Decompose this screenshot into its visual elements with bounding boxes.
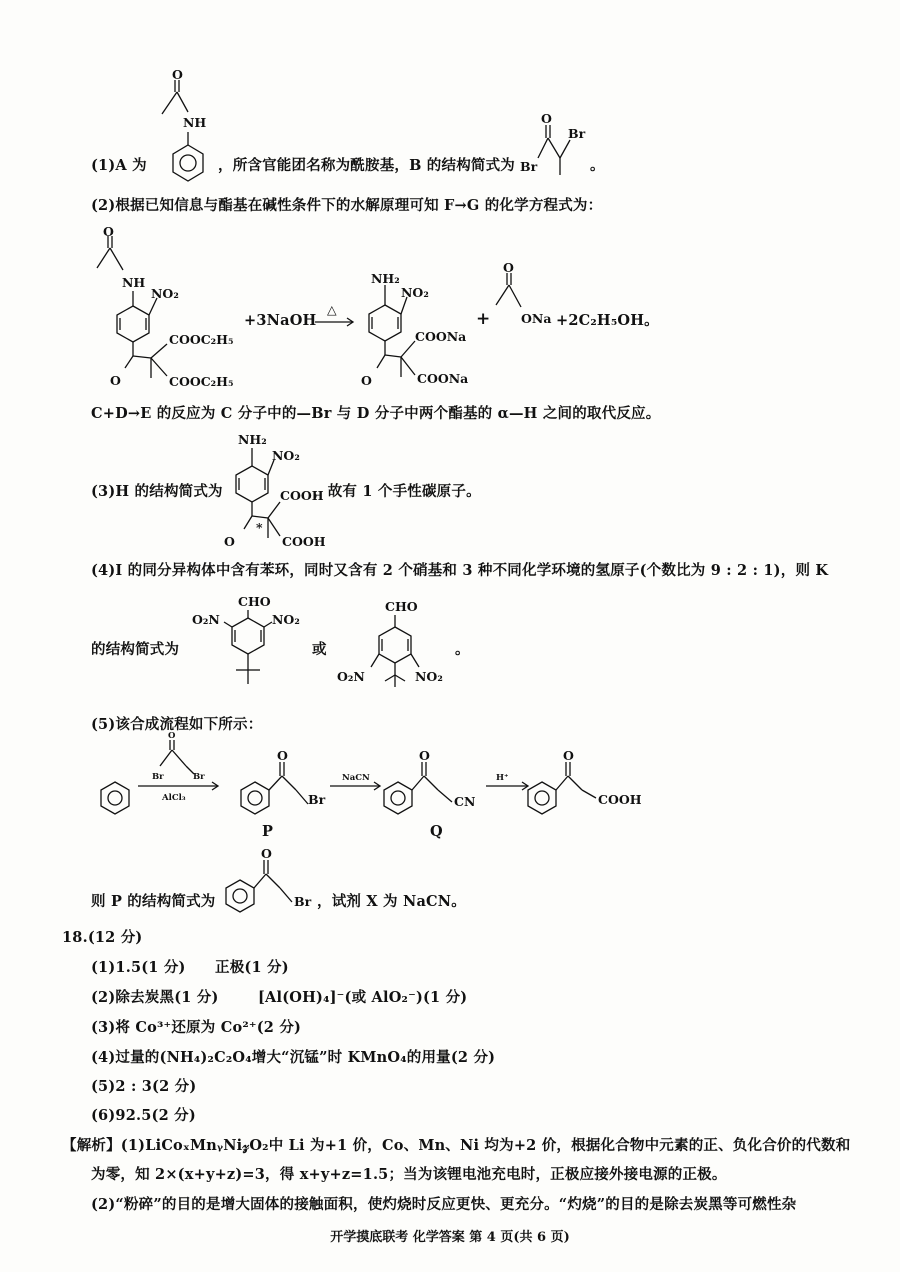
q18-analysis-line-3: (2)“粉碎”的目的是增大固体的接触面积，使灼烧时反应更快、更充分。“灼烧”的目的是除去炭黑等可燃性杂: [91, 1196, 797, 1213]
structure-g: [355, 245, 480, 390]
chiral-star: *: [256, 520, 263, 535]
q17-3-prefix: (3)H 的结构简式为: [91, 483, 223, 500]
atom-label: COOH: [280, 488, 324, 503]
reagent-alcl3: AlCl₃: [162, 793, 186, 803]
atom-label: ONa: [521, 311, 552, 326]
q17-3-suffix: ，故有 1 个手性碳原子。: [313, 483, 481, 500]
eq-tail: +2C₂H₅OH。: [556, 312, 659, 329]
structure-b-dibromoketone: [512, 110, 602, 180]
structure-sodium-acetate: [493, 260, 553, 330]
reagent-h-plus: H⁺: [496, 773, 509, 783]
structure-k-2: [335, 595, 460, 695]
atom-label: NO₂: [151, 286, 179, 301]
q17-5-text: (5)该合成流程如下所示：: [91, 716, 263, 733]
atom-label: O: [261, 846, 272, 861]
atom-label: Br: [152, 772, 164, 782]
atom-label: NH: [122, 275, 146, 290]
q17-1-prefix: (1)A 为: [91, 157, 147, 174]
q18-header: 18.(12 分): [62, 929, 143, 946]
q17-4-text: (4)I 的同分异构体中含有苯环，同时又含有 2 个硝基和 3 种不同化学环境的氢原子(个数比为 9 : 2 : 1)，则 K: [91, 562, 829, 579]
atom-label: O: [541, 111, 552, 126]
q17-4-or: 或: [312, 641, 327, 658]
atom-label: O: [110, 373, 121, 388]
q17-5-prefix: 则 P 的结构简式为: [91, 893, 216, 910]
atom-label: COONa: [417, 371, 469, 386]
atom-label: NO₂: [272, 448, 300, 463]
page-footer: 开学摸底联考 化学答案 第 4 页(共 6 页): [330, 1230, 570, 1245]
atom-label: Br: [193, 772, 205, 782]
q18-analysis-line-2: 为零，知 2×(x+y+z)=3，得 x+y+z=1.5；当为该锂电池充电时，正极应接外接电源的正极。: [91, 1166, 727, 1183]
atom-o: O: [172, 67, 183, 82]
atom-label: Br: [568, 126, 586, 141]
atom-label: O: [361, 373, 372, 388]
atom-label: Br: [520, 159, 538, 174]
atom-label: O: [103, 224, 114, 239]
flow-label-q: Q: [430, 823, 443, 840]
atom-label: CHO: [385, 599, 418, 614]
atom-label: NO₂: [272, 612, 300, 627]
q17-1-mid: ，所含官能团名称为酰胺基，B 的结构简式为: [218, 157, 516, 174]
atom-label: COOH: [598, 792, 642, 807]
atom-label: NO₂: [401, 285, 429, 300]
atom-label: CHO: [238, 594, 271, 609]
atom-label: NH₂: [238, 432, 267, 447]
q17-1-end: 。: [590, 157, 605, 174]
q18-answer-5: (5)2 : 3(2 分): [91, 1078, 197, 1095]
structure-f: [95, 224, 260, 389]
q18-answer-2a: (2)除去炭黑(1 分): [91, 989, 219, 1006]
structure-k-1: [190, 590, 310, 700]
synthesis-flow: [90, 731, 690, 838]
atom-label: NH₂: [371, 271, 400, 286]
q17-5-suffix: ，试剂 X 为 NaCN。: [317, 893, 466, 910]
eq-plus: +: [476, 309, 491, 329]
atom-label: O: [224, 534, 235, 549]
q18-analysis-line-1: 【解析】(1)LiCoₓMnᵧNi𝓏O₂中 Li 为+1 价，Co、Mn、Ni 均为+2 价，根据化合物中元素的正、负化合价的代数和: [62, 1137, 851, 1154]
eq-naoh: +3NaOH: [244, 312, 317, 329]
atom-label: COOC₂H₅: [169, 374, 234, 389]
atom-label: COONa: [415, 329, 467, 344]
q18-answer-2b: [Al(OH)₄]⁻(或 AlO₂⁻)(1 分): [258, 989, 468, 1006]
atom-label: O₂N: [337, 669, 365, 684]
q17-cde-text: C+D→E 的反应为 C 分子中的—Br 与 D 分子中两个酯基的 α—H 之间的取代反应。: [91, 405, 661, 422]
atom-label: COOC₂H₅: [169, 332, 234, 347]
atom-label: O: [419, 748, 430, 763]
flow-benzene: [101, 782, 129, 814]
q18-answer-3: (3)将 Co³⁺还原为 Co²⁺(2 分): [91, 1019, 302, 1036]
q18-answer-1: (1)1.5(1 分) 正极(1 分): [91, 959, 289, 976]
heat-symbol: △: [327, 302, 337, 317]
reagent-nacn: NaCN: [342, 773, 370, 783]
atom-label: Br: [308, 792, 326, 807]
atom-label: Br: [294, 894, 312, 909]
atom-label: CN: [454, 794, 476, 809]
atom-nh: NH: [183, 115, 207, 130]
flow-label-p: P: [262, 823, 274, 840]
q18-answer-6: (6)92.5(2 分): [91, 1107, 196, 1124]
atom-label: O: [503, 260, 514, 275]
atom-label: COOH: [282, 534, 326, 549]
q17-2-text: (2)根据已知信息与酯基在碱性条件下的水解原理可知 F→G 的化学方程式为：: [91, 197, 603, 214]
q17-4-end: 。: [455, 641, 470, 658]
atom-label: O₂N: [192, 612, 220, 627]
q17-4-prefix: 的结构简式为: [91, 641, 180, 658]
q18-answer-4: (4)过量的(NH₄)₂C₂O₄增大“沉锰”时 KMnO₄的用量(2 分): [91, 1049, 496, 1066]
structure-a-acetanilide: [150, 67, 220, 187]
atom-label: O: [168, 731, 176, 741]
atom-label: NO₂: [415, 669, 443, 684]
atom-label: O: [277, 748, 288, 763]
atom-label: O: [563, 748, 574, 763]
